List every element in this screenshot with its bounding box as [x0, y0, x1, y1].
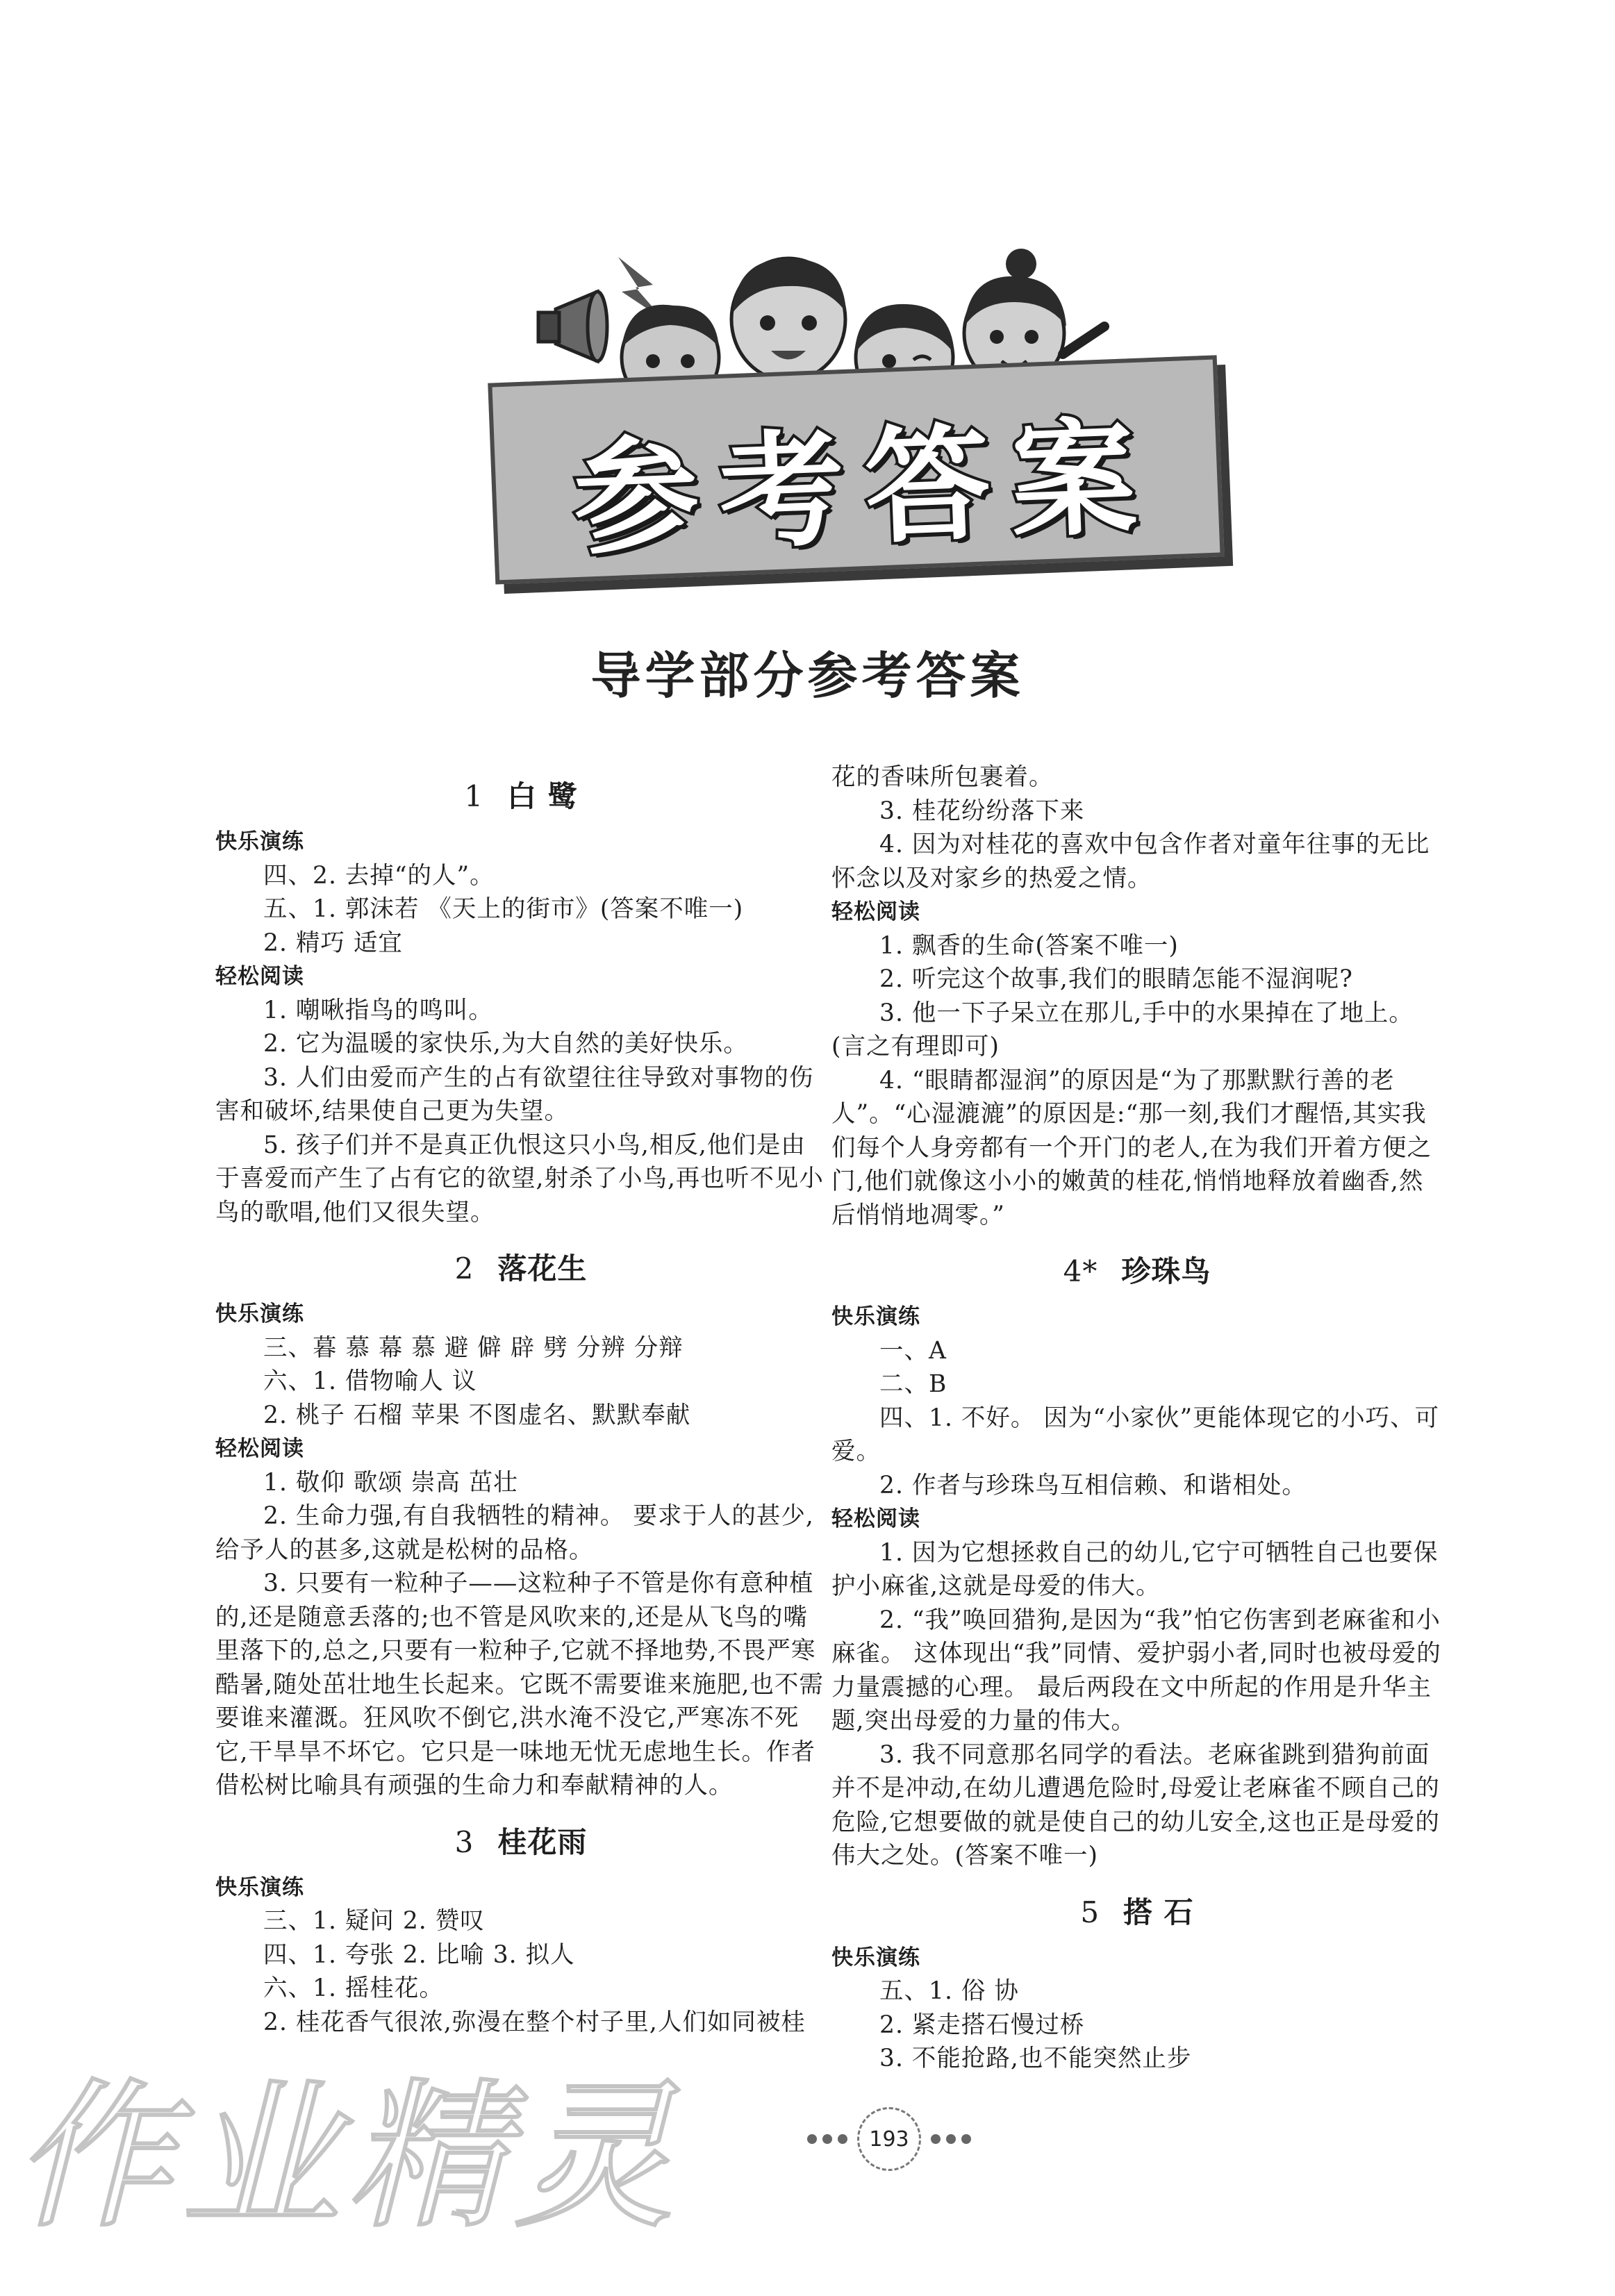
page-number-label: 193: [857, 2107, 921, 2171]
section-heading: 3 桂花雨: [454, 1824, 588, 1859]
decor-dot: [838, 2134, 847, 2144]
answer-line: 4. 因为对桂花的喜欢中包含作者对童年往事的无比怀念以及对家乡的热爱之情。: [831, 831, 1430, 892]
answer-line: 六、1. 摇桂花。: [263, 1974, 444, 2002]
section-heading: 4* 珍珠鸟: [1063, 1254, 1211, 1288]
decor-dot: [931, 2134, 941, 2144]
megaphone-icon: [538, 292, 607, 361]
decor-dot: [961, 2134, 971, 2144]
subheading: 快乐演练: [831, 1304, 920, 1329]
answer-line: 二、B: [879, 1370, 947, 1398]
answer-line: 3. 桂花纷纷落下来: [879, 797, 1085, 825]
answer-line: 2. 精巧 适宜: [263, 929, 403, 957]
subheading: 快乐演练: [215, 829, 304, 854]
left-column: [215, 757, 827, 2039]
section-heading: 5 搭 石: [1080, 1895, 1194, 1929]
answer-line: 5. 孩子们并不是真正仇恨这只小鸟,相反,他们是由于喜爱而产生了占有它的欲望,射杀了小鸟,再也听不见小鸟的歌唱,他们又很失望。: [215, 1131, 824, 1226]
subheading: 轻松阅读: [215, 964, 304, 989]
answer-line: 三、1. 疑问 2. 赞叹: [263, 1907, 485, 1935]
subheading: 快乐演练: [831, 1945, 920, 1970]
answer-line: 2. 作者与珍珠鸟互相信赖、和谐相处。: [879, 1471, 1307, 1499]
subheading: 轻松阅读: [831, 1506, 920, 1531]
answer-line: 1. 敬仰 歌颂 崇高 茁壮: [263, 1468, 518, 1497]
answer-line: 花的香味所包裹着。: [831, 763, 1054, 791]
answer-line: 3. 我不同意那名同学的看法。老麻雀跳到猎狗前面并不是冲动,在幼儿遭遇危险时,母爱让老麻雀不顾自己的危险,它想要做的就是使自己的幼儿安全,这也正是母爱的伟大之处。(答案不唯一): [831, 1740, 1440, 1870]
answer-line: 4. “眼睛都湿润”的原因是“为了那默默行善的老人”。“心湿漉漉”的原因是:“那一刻,我们才醒悟,其实我们每个人身旁都有一个开门的老人,在为我们开着方便之门,他们就像这小小的嫩黄的桂花,悄悄地释放着幽香,然后悄悄地凋零。”: [831, 1066, 1432, 1229]
answer-line: 1. 因为它想拯救自己的幼儿,它宁可牺牲自己也要保护小麻雀,这就是母爱的伟大。: [831, 1538, 1439, 1600]
subheading: 轻松阅读: [215, 1436, 304, 1461]
banner-title: 参考答案: [570, 404, 1160, 573]
decor-dot: [822, 2134, 832, 2144]
answer-line: 3. 只要有一粒种子——这粒种子不管是你有意种植的,还是随意丢落的;也不管是风吹来的,还是从飞鸟的嘴里落下的,总之,只要有一粒种子,它就不择地势,不畏严寒酷暑,随处茁壮地生长起来。它既不需要谁来施肥,也不需要谁来灌溉。狂风吹不倒它,洪水淹不没它,严寒冻不死它,干旱旱不坏它。它只是一味地无忧无虑地生长。作者借松树比喻具有顽强的生命力和奉献精神的人。: [215, 1570, 824, 1799]
subheading: 快乐演练: [215, 1301, 304, 1326]
svg-text:作业精灵: 作业精灵: [14, 2065, 681, 2247]
answer-line: 五、1. 俗 协: [879, 1977, 1019, 2005]
answer-line: 3. 人们由爱而产生的占有欲望往往导致对事物的伤害和破坏,结果使自己更为失望。: [215, 1063, 814, 1125]
section-heading: 1 白 鹭: [464, 779, 578, 813]
right-column: [831, 760, 1443, 2076]
answer-line: 三、暮 慕 幕 慕 避 僻 辟 劈 分辨 分辩: [263, 1333, 684, 1362]
subheading: 轻松阅读: [831, 899, 920, 924]
answer-line: 2. “我”唤回猎狗,是因为“我”怕它伤害到老麻雀和小麻雀。 这体现出“我”同情、爱护弱小者,同时也被母爱的力量震撼的心理。 最后两段在文中所起的作用是升华主题,突出母爱的力量的伟大。: [831, 1606, 1441, 1735]
answer-line: 2. 它为温暖的家快乐,为大自然的美好快乐。: [263, 1030, 748, 1058]
watermark-logo: [0, 2038, 695, 2247]
answer-line: 3. 他一下子呆立在那儿,手中的水果掉在了地上。(言之有理即可): [831, 999, 1414, 1060]
answer-line: 五、1. 郭沫若 《天上的街市》(答案不唯一): [263, 895, 744, 923]
page-number: [778, 2108, 1000, 2170]
answer-line: 1. 飘香的生命(答案不唯一): [879, 931, 1179, 960]
page-title: 导学部分参考答案: [590, 647, 1025, 705]
answer-line: 六、1. 借物喻人 议: [263, 1367, 477, 1395]
answer-line: 2. 生命力强,有自我牺牲的精神。 要求于人的甚少,给予人的甚多,这就是松树的品格。: [215, 1502, 814, 1564]
answer-line: 2. 听完这个故事,我们的眼睛怎能不湿润呢?: [879, 965, 1353, 993]
answer-line: 3. 不能抢路,也不能突然止步: [879, 2045, 1192, 2072]
decor-dot: [807, 2134, 817, 2144]
answer-line: 四、1. 夸张 2. 比喻 3. 拟人: [263, 1940, 575, 1969]
answer-line: 一、A: [879, 1336, 947, 1365]
subheading: 快乐演练: [215, 1874, 304, 1900]
answer-line: 2. 桂花香气很浓,弥漫在整个村子里,人们如同被桂: [263, 2008, 806, 2036]
answer-line: 四、2. 去掉“的人”。: [263, 861, 495, 890]
answer-line: 2. 紧走搭石慢过桥: [879, 2011, 1085, 2039]
decor-dot: [946, 2134, 956, 2144]
answer-line: 1. 嘲啾指鸟的鸣叫。: [263, 996, 493, 1024]
banner-board: [497, 365, 1233, 594]
answer-line: 2. 桃子 石榴 苹果 不图虚名、默默奉献: [263, 1401, 691, 1429]
answer-banner: [479, 243, 1236, 576]
section-heading: 2 落花生: [454, 1251, 588, 1286]
answer-line: 四、1. 不好。 因为“小家伙”更能体现它的小巧、可爱。: [831, 1404, 1440, 1465]
